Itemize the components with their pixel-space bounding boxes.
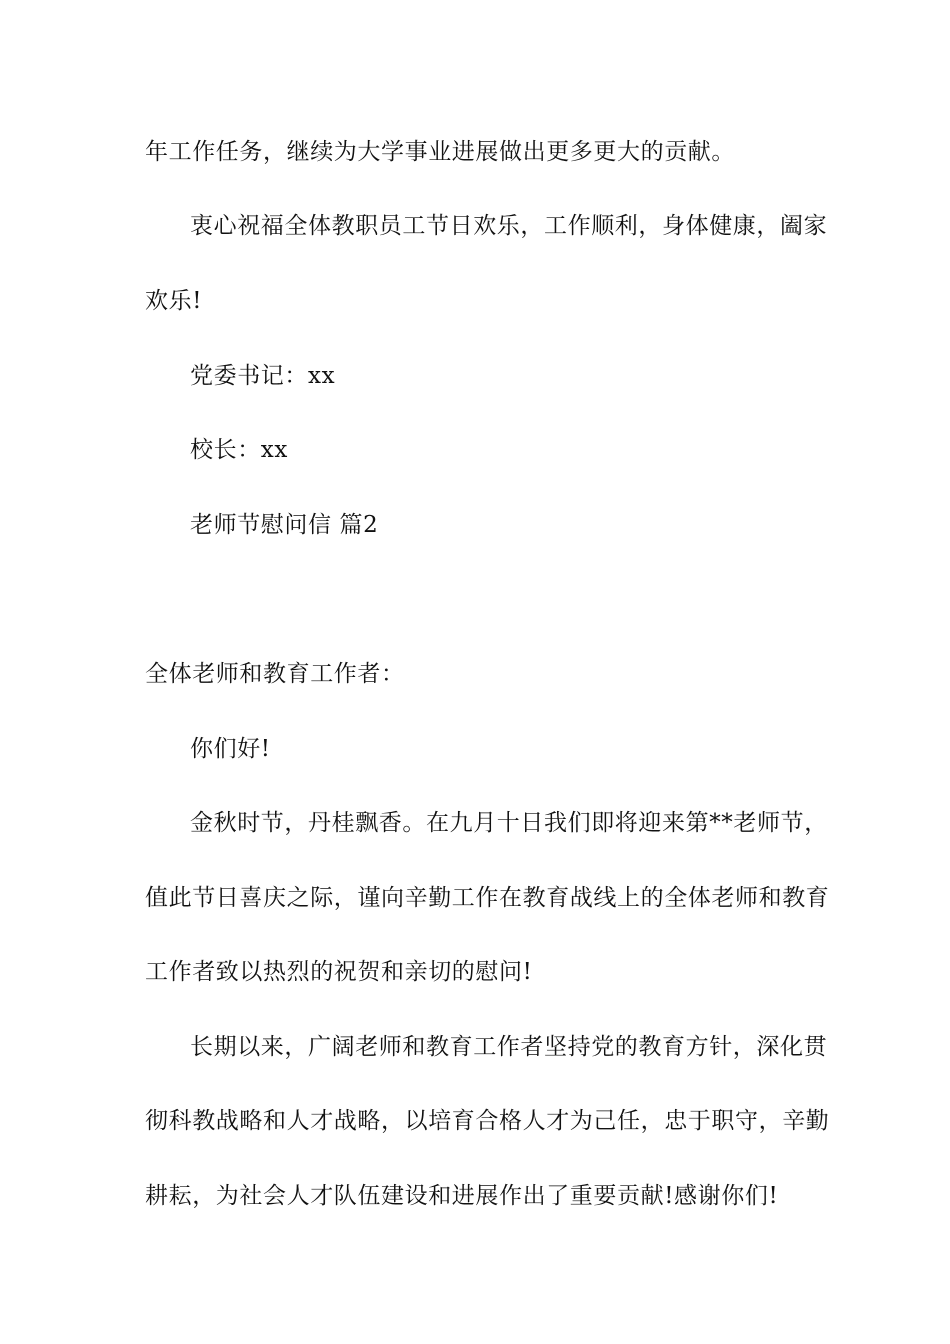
section-heading: 老师节慰问信 篇2 xyxy=(190,512,379,538)
paragraph-line: 长期以来，广阔老师和教育工作者坚持党的教育方针，深化贯 xyxy=(190,1034,828,1060)
paragraph-line: 彻科教战略和人才战略，以培育合格人才为己任，忠于职守，辛勤 xyxy=(145,1108,830,1134)
signature-president: 校长：xx xyxy=(190,437,288,463)
greeting: 你们好! xyxy=(190,736,271,762)
paragraph-line: 年工作任务，继续为大学事业进展做出更多更大的贡献。 xyxy=(145,139,735,165)
paragraph-line: 金秋时节，丹桂飘香。在九月十日我们即将迎来第**老师节， xyxy=(190,810,828,836)
salutation: 全体老师和教育工作者： xyxy=(145,661,405,687)
paragraph-line: 衷心祝福全体教职员工节日欢乐，工作顺利，身体健康，阖家 xyxy=(190,213,828,239)
paragraph-line: 工作者致以热烈的祝贺和亲切的慰问! xyxy=(145,959,533,985)
paragraph-line: 值此节日喜庆之际，谨向辛勤工作在教育战线上的全体老师和教育 xyxy=(145,885,830,911)
signature-party-secretary: 党委书记：xx xyxy=(190,363,336,389)
paragraph-line: 欢乐! xyxy=(145,288,203,314)
paragraph-line: 耕耘，为社会人才队伍建设和进展作出了重要贡献!感谢你们! xyxy=(145,1183,779,1209)
